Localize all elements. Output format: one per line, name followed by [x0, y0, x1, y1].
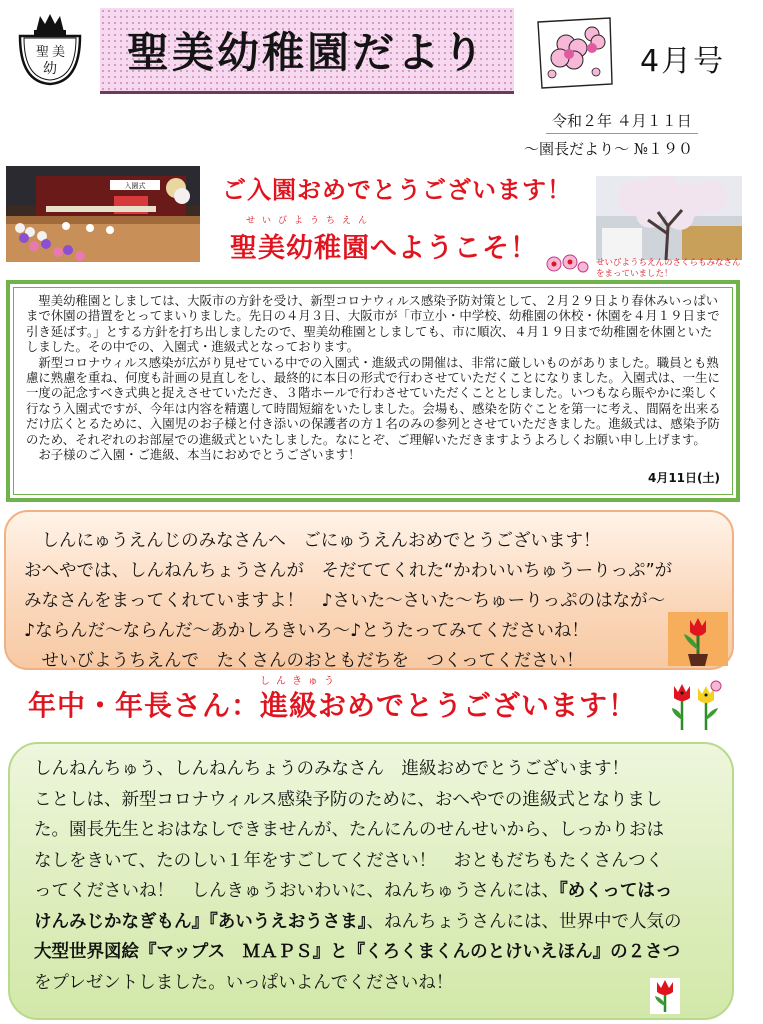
flowers-icon [544, 252, 590, 276]
new-students-line: せいびようちえんで たくさんのおともだちを つくってください！ [24, 651, 584, 671]
book-titles-2: けんみじかなぎもん』『あいうえおうさま』 [34, 911, 367, 932]
promotion-line [34, 907, 712, 938]
letter-paragraph-3: お子様のご入園・ご進級、本当におめでとうございます！ [38, 447, 361, 463]
promotion-line: しんねんちゅう、しんねんちょうのみなさん 進級おめでとうございます！ [34, 759, 629, 779]
title-banner [100, 8, 514, 94]
principal-letter [13, 287, 733, 495]
promotion-line [34, 876, 712, 907]
tulips-icon [668, 680, 724, 732]
issue-date: 令和２年 ４月１１日 [546, 110, 698, 134]
ceremony-stage-photo [6, 166, 200, 262]
promotion-line: なしをきいて、たのしい１年をすごしてください！ おともだちもたくさんつく [34, 850, 664, 871]
new-students-message [4, 510, 734, 670]
cherry-blossom-photo [596, 176, 742, 260]
promotion-heading: 年中・年長さん：進級おめでとうございます！ [28, 689, 638, 722]
promotion-line: をプレゼントしました。いっぱいよんでくださいね！ [34, 972, 454, 993]
newsletter-title: 聖美幼稚園だより [126, 27, 487, 77]
logo-char-1: 聖 [36, 45, 50, 60]
book-title-1-start: 『めくってはっ [559, 881, 673, 901]
stage-sign: 入園式 [124, 182, 146, 190]
new-students-line: おへやでは、しんねんちょうさんが そだててくれた“かわいいちゅうーりっぷ”が [24, 561, 673, 581]
issue-month: 4月号 [640, 44, 726, 79]
welcome-heading-1: ご入園おめでとうございます！ [222, 176, 572, 204]
photo-caption: せいびようちえんのさくらもみなさんをまっていました！ [596, 258, 741, 279]
new-students-line: みなさんをまってくれていますよ！ ♪さいた～さいた～ちゅーりっぷのはなが～ [24, 591, 666, 611]
tulip-pot-icon [668, 612, 728, 666]
letter-dateline: 4月11日(土) [647, 470, 720, 485]
promotion-line-part: ってくださいね！ しんきゅうおいわいに、ねんちゅうさんには、 [34, 881, 559, 901]
logo-char-2: 美 [52, 45, 66, 60]
new-students-line: しんにゅうえんじのみなさんへ ごにゅうえんおめでとうございます！ [24, 531, 601, 551]
logo-char-3: 幼 [43, 61, 57, 77]
tulip-icon [650, 978, 680, 1014]
principal-letter-frame [6, 280, 740, 502]
welcome-ruby: せいびようちえん [246, 216, 375, 226]
promotion-line: ことしは、新型コロナウィルス感染予防のために、おへやでの進級式となりまし [34, 789, 663, 810]
promotion-line: 大型世界図絵『マップス ＭＡＰＳ』と『くろくまくんのとけいえほん』の２さつ [34, 942, 681, 962]
letter-paragraph-2: 新型コロナウィルス感染が広がり見せている中での入園式・進級式の開催は、非常に厳しいものがありました。職員とも熟慮に熟慮を重ね、何度も計画の見直しをし、最終的に本日の形式で行わさせていただくことになりました。入園式は、一生に一度の記念すべき式典と捉えさせていただき、３階ホールで行わさせていただくこととしました。いつもなら賑やかに楽しく行なう入園式ですが、今年は内容を精選して時間短縮をいたしました。会場も、感染を防ぐことを第一に考え、間隔を出来るだけ広くとるために、入園児のお子様と付き添いの保護者の方１名のみの参列とさせていただきました。進級式は、感染予防のため、それぞれのお部屋での進級式といたしました。なにとぞ、ご理解いただきますようよろしくお願い申し上げます。 [26, 354, 721, 447]
promotion-ruby: しんきゅう [260, 676, 340, 687]
promotion-message [8, 742, 734, 1020]
sakura-illustration [532, 14, 616, 92]
promotion-line-part: 、ねんちょうさんには、世界中で人気の [366, 911, 682, 932]
welcome-heading-2: 聖美幼稚園へようこそ！ [230, 233, 538, 264]
letter-paragraph-1: 聖美幼稚園としましては、大阪市の方針を受け、新型コロナウィルス感染予防対策として、２月２９日より春休みいっぱいまで休園の措置をとってまいりました。先日の４月３日、大阪市が「市立小・中学校、幼稚園の休校・休園を４月１９日まで引き延ばす。」とする方針を打ち出しましたので、聖美幼稚園としましても、市に順次、４月１９日まで幼稚園を休園といたしました。その中での、入園式・進級式となっております。 [26, 293, 720, 355]
promotion-line: た。園長先生とおはなしできませんが、たんにんのせんせいから、しっかりおは [34, 820, 664, 840]
kindergarten-logo [14, 10, 86, 86]
new-students-line: ♪ならんだ～ならんだ～あかしろきいろ～♪とうたってみてくださいね！ [24, 621, 589, 641]
column-number: ～園長だより～ №１９０ [524, 140, 693, 158]
